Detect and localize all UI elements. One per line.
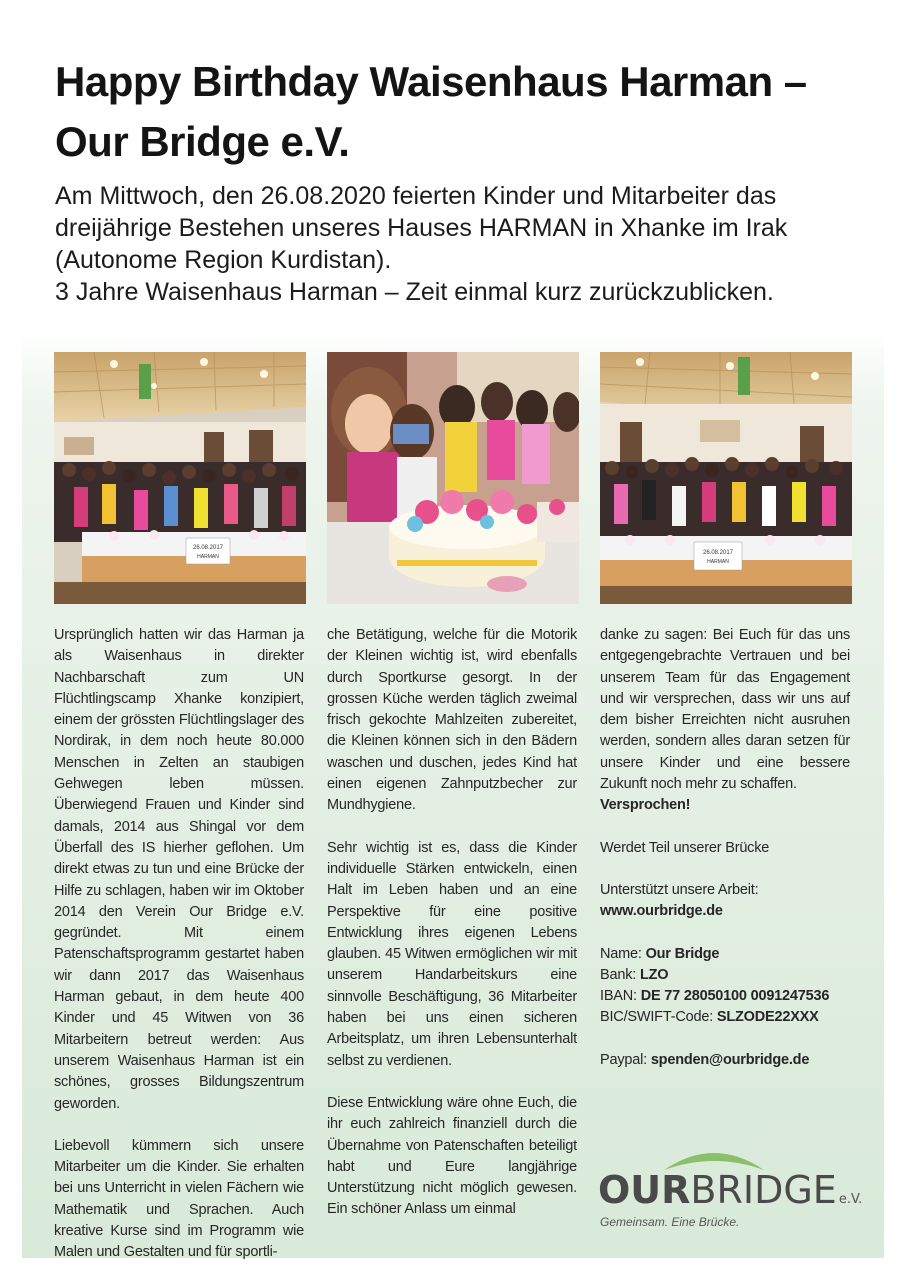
website-link[interactable]: www.ourbridge.de xyxy=(600,903,723,920)
intro-text xyxy=(55,180,875,308)
bank-label: Bank: xyxy=(600,966,637,983)
iban-label: IBAN: xyxy=(600,988,637,1005)
text-column-2 xyxy=(327,625,577,1242)
banner-text-1: HARMAN xyxy=(197,554,219,560)
logo-part-bridge: BRIDGE xyxy=(690,1168,837,1212)
bic-label: BIC/SWIFT-Code: xyxy=(600,1009,714,1026)
ourbridge-logo xyxy=(598,1140,863,1235)
photo-birthday-cake xyxy=(327,352,579,604)
intro-line-1: Am Mittwoch, den 26.08.2020 feierten Kinder und Mitarbeiter das dreijährige Bestehen unseres Hauses HARMAN in Xhanke im Irak (Autonome Region Kurdistan). xyxy=(55,182,788,274)
photo-celebration-hall xyxy=(54,352,306,604)
logo-wordmark xyxy=(598,1168,862,1212)
paypal-label: Paypal: xyxy=(600,1051,647,1068)
col2-paragraph-3: Diese Entwicklung wäre ohne Euch, die ihr euch zahlreich finanziell durch die Übernahme von Patenschaften beteiligt habt und Eure langjährige Unterstützung nicht möglich gewesen. Ein schöner Anlass um einmal xyxy=(327,1094,577,1218)
paypal-block xyxy=(600,1050,850,1071)
text-column-1 xyxy=(54,625,304,1285)
bridge-text: Werdet Teil unserer Brücke xyxy=(600,839,770,856)
promise-text: Versprochen! xyxy=(600,797,691,814)
support-label: Unterstützt unsere Arbeit: xyxy=(600,881,759,898)
text-column-3 xyxy=(600,625,850,1092)
col1-paragraph-1: Ursprünglich hatten wir das Harman ja als Waisenhaus in direkter Nachbarschaft zum UN Flüchtlingscamp Xhanke konzipiert, einem der grössten Flüchtlingslager des Nordirak, in dem noch heute 80.000 Menschen in Zelten an staubigen Gehwegen leben müssen. Überwiegend Frauen und Kinder sind damals, 2014 aus Shingal vor dem Überfall des IS hierher geflohen. Um direkt etwas zu tun und eine Brücke der Hilfe zu schlagen, haben wir im Oktober 2014 den Verein Our Bridge e.V. gegründet. Mit einem Patenschaftsprogramm gestartet haben wir dann 2017 das Waisenhaus Harman gebaut, in dem heute 400 Kinder und 45 Witwen von 36 Mitarbeitern betreut werden: Aus unserem Waisenhaus Harman ist ein schönes, grosses Bildungszentrum geworden. xyxy=(54,627,304,1112)
bic-value: SLZODE22XXX xyxy=(716,1009,819,1026)
bank-value: LZO xyxy=(639,966,669,983)
photo-group-staff xyxy=(600,352,852,604)
bank-details xyxy=(600,944,850,1029)
logo-ev: e.V. xyxy=(838,1192,863,1207)
logo-part-our: OUR xyxy=(598,1168,691,1212)
col3-paragraph-1 xyxy=(600,625,850,795)
name-value: Our Bridge xyxy=(645,945,720,962)
support-block xyxy=(600,880,850,923)
name-label: Name: xyxy=(600,945,642,962)
col2-paragraph-1: che Betätigung, welche für die Motorik der Kleinen wichtig ist, wird ebenfalls durch Sportkurse gesorgt. In der grossen Küche werden täglich zweimal frisch gekochte Mahlzeiten zubereitet, die Kleinen können sich in den Bädern waschen und duschen, jedes Kind hat einen eigenen Zahnputzbecher zur Mundhygiene. xyxy=(327,627,577,814)
banner-date-3: 26.08.2017 xyxy=(702,550,734,556)
paypal-value[interactable]: spenden@ourbridge.de xyxy=(650,1051,810,1068)
logo-slogan: Gemeinsam. Eine Brücke. xyxy=(600,1215,740,1229)
intro-line-2: 3 Jahre Waisenhaus Harman – Zeit einmal kurz zurückzublicken. xyxy=(55,278,774,306)
iban-value: DE 77 28050100 0091247536 xyxy=(640,988,830,1005)
page-title: Happy Birthday Waisenhaus Harman – Our Bridge e.V. xyxy=(55,58,807,165)
col1-paragraph-2: Liebevoll kümmern sich unsere Mitarbeiter um die Kinder. Sie erhalten bei uns Unterricht in vielen Fächern wie Mathematik und Sprachen. Auch kreative Kurse sind im Programm wie Malen und Gestalten und für sportli- xyxy=(54,1137,304,1261)
col3-paragraph-1-text: danke zu sagen: Bei Euch für das uns entgegengebrachte Vertrauen und bei unserem Team für das Engagement und wir versprechen, dass wir uns auf dem bisher Erreichten nicht ausruhen werden, sondern alles daran setzen für unsere Kinder und eine bessere Zukunft noch mehr zu schaffen. xyxy=(600,627,850,793)
banner-date-1: 26.08.2017 xyxy=(192,545,224,551)
col2-paragraph-2: Sehr wichtig ist es, dass die Kinder individuelle Stärken entwickeln, einen Halt im Leben haben und an eine Perspektive für eine positive Entwicklung ihres eigenen Lebens glauben. 45 Witwen ermöglichen wir mit unserem Handarbeitskurs eine sinnvolle Beschäftigung, 36 Mitarbeiter haben bei uns einen sicheren Arbeitsplatz, um ihren Lebensunterhalt selbst zu verdienen. xyxy=(327,839,577,1069)
banner-text-3: HARMAN xyxy=(707,559,729,565)
